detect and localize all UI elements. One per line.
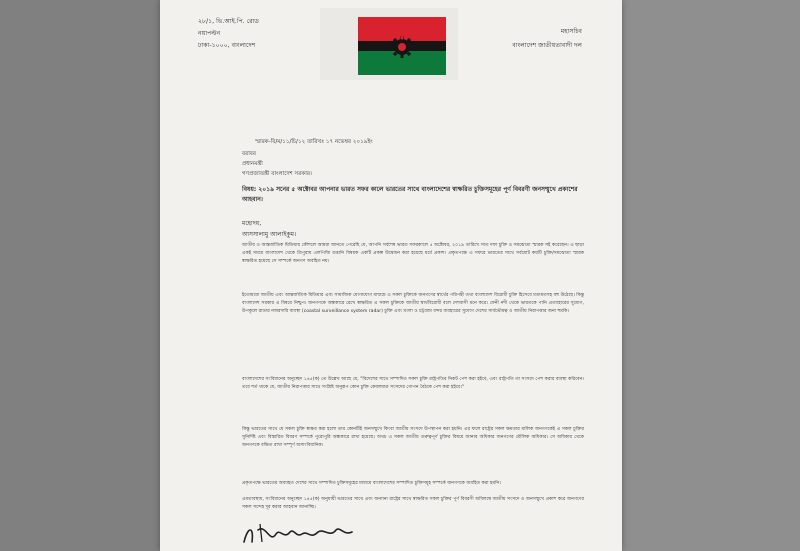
- recipient-line-2: প্রধানমন্ত্রী: [242, 161, 263, 167]
- address-line-3: ঢাকা-১০০০, বাংলাদেশ: [198, 42, 256, 49]
- background-right: [622, 0, 800, 551]
- sender-org: বাংলাদেশ জাতীয়তাবাদী দল: [512, 42, 582, 49]
- paragraph-1: জাতীয় ও আন্তর্জাতিক মিডিয়ার কৌশলে আমরা জানতে পেরেছি যে, আপনি সর্বশেষ ভারত সফরকালে ৫ অক্টোবর, ২০১৯ তারিখে সাত দফা চুক্তি ও সমঝোতা স্মারক সই করেছেন। এ ছাড়া একই সময়ে বাংলাদেশ থেকে ত্রিপুরায় এলপিজি রপ্তানি বিষয়ক একটি প্রকল্প উদ্বোধন করা হয়েছে মর্মে প্রকাশ। প্রকৃতপক্ষে এ সফরে ভারতের সাথে সর্বমোট কয়টি চুক্তি/সমঝোতা স্মারক স্বাক্ষরিত হয়েছে সে সম্পর্কে জনগণ অবহিত নয়।: [242, 243, 584, 265]
- party-flag: [358, 17, 446, 75]
- subject-line: বিষয়: ২০১৯ সনের ৫ অক্টোবর আপনার ভারত সফর কালে ভারতের সাথে বাংলাদেশের স্বাক্ষরিত চুক্তিসমূহের পূর্ণ বিবরণী জনসম্মুখে প্রকাশের আহবান।: [242, 186, 578, 203]
- paragraph-4: কিন্তু ভারতের সাথে যে সকল চুক্তি স্বাক্ষর করা হলো তার কোনটিই জনসম্মুখে কিংবা জাতীয় সংসদে উপস্থাপন করা হয়নি। এর ফলে রাষ্ট্রের সকল ক্ষমতার মালিক জনগণকেই এ সকল চুক্তির সুনির্দিষ্ট এবং বিস্তারিত বিবরণ সম্পর্কে পুরোপুরি অন্ধকারে রাখা হয়েছে। অথচ এ সকল জাতীয় গুরুত্বপূর্ণ চুক্তির বিষয়ে জানার অধিকার জনগণের মৌলিক অধিকার। সে অধিকার থেকে জনগণকে বঞ্চিত রাখা সম্পূর্ণ অসাংবিধানিক।: [242, 427, 584, 449]
- letter-page: [160, 0, 622, 551]
- handwritten-signature-icon: [240, 520, 380, 550]
- gear-torch-emblem-icon: [388, 32, 416, 60]
- paragraph-2: ইতোমধ্যে জাতীয় এবং আন্তর্জাতিক মিডিয়ার এবং সামাজিক যোগাযোগ মাধ্যমে এ সকল চুক্তিকে জনগণের স্বার্থের পরিপন্থী তথা বাংলাদেশ বিরোধী চুক্তি হিসেবে মতামতসহ বহু উঠেছে। কিন্তু বাংলাদেশ সরকার এ বিষয়ে নিশ্চুপ। জনগণকে অন্ধকারে রেখে স্বাক্ষরিত এ সকল চুক্তিকে জাতীয় স্বার্থবিরোধী বলে দেশবাসী মনে করে। ফেনী নদী থেকে ভারতকে পানি প্রত্যাহারের সুযোগ, উপকূলে রাডার নজরদারি ব্যবস্থা (coastal surveillance system radar) চুক্তি এবং মংলা ও চট্টগ্রাম বন্দর ব্যবহারের সুযোগ দেশের সার্বভৌমত্ব ও জাতীয় নিরাপত্তার জন্য হুমকি।: [242, 293, 584, 315]
- background-left: [0, 0, 160, 551]
- flag-area: [320, 8, 458, 80]
- salutation: আসসালামু আলাইকুম।: [242, 231, 297, 238]
- paragraph-3: বাংলাদেশের সংবিধানের অনুচ্ছেদ ১৪৫(ক) তে উল্লেখ আছে যে, "বিদেশের সাথে সম্পাদিত সকল চুক্তি রাষ্ট্রপতির নিকট পেশ করা হইবে, এবং রাষ্ট্রপতি তা সংসদে পেশ করার ব্যবস্থা করিবেন। তবে শর্ত থাকে যে, জাতীয় নিরাপত্তার সাথে সংশ্লিষ্ট অনুরূপ কোন চুক্তি কেবলমাত্র সংসদের গোপন বৈঠকে পেশ করা হইবে।": [242, 377, 584, 391]
- recipient-line-1: বরাবর: [242, 151, 257, 157]
- sender-title: মহাসচিব: [560, 28, 582, 35]
- recipient-line-3: গণপ্রজাতন্ত্রী বাংলাদেশ সরকার।: [242, 171, 312, 177]
- paragraph-6: এমতাবস্থায়, সংবিধানের অনুচ্ছেদ ১৪৫(ক) অনুযায়ী ভারতের সাথে এবং অন্যান্য রাষ্ট্রের সাথে স্বাক্ষরিত সকল চুক্তির পূর্ণ বিবরণী অবিলম্বে জাতীয় সংসদে ও জনসম্মুখে প্রকাশ করে জনগণের সকল সন্দেহ দূর করার আহবান জানাচ্ছি।: [242, 497, 584, 511]
- greeting: মহোদয়,: [242, 220, 262, 227]
- address-line-2: নয়াপল্টন: [198, 30, 221, 37]
- memo-line: স্মারক-বি/ম/১১/চি/১২ তারিখঃ ১৭ নভেম্বর ২০১৯ইং: [255, 139, 373, 145]
- paragraph-5: প্রকৃতপক্ষে ভারতের অব্যাহত দেশের সাথে সম্পাদিত চুক্তিসমূহের মাধ্যমে বাংলাদেশের সম্পাদিত চুক্তিসমূহ সম্পর্কে জনগণকে অবহিত করা হয়নি।: [242, 481, 501, 486]
- address-line-1: ২৮/১, ভি.আই.পি. রোড: [198, 18, 259, 25]
